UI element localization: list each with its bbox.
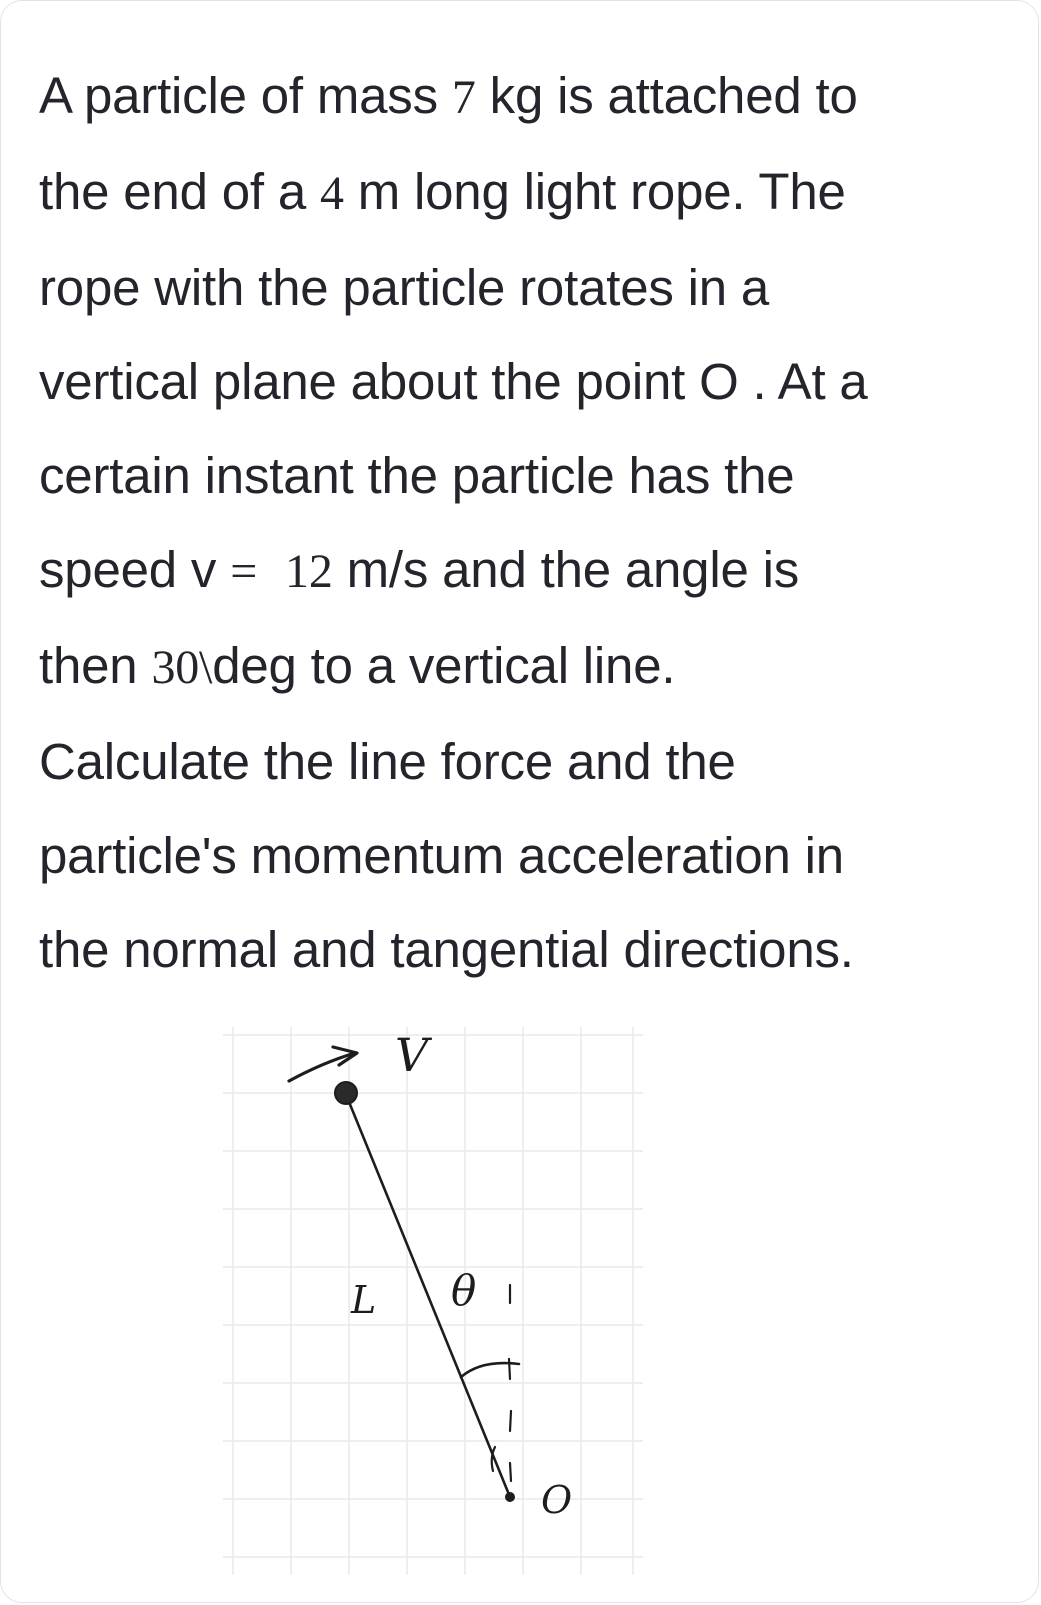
pendulum-sketch bbox=[223, 1027, 643, 1575]
pivot-label: O bbox=[541, 1478, 573, 1522]
problem-line-10: the normal and tangential directions. bbox=[39, 921, 854, 978]
problem-line-5: certain instant the particle has the bbox=[39, 447, 795, 504]
problem-line-8: Calculate the line force and the bbox=[39, 733, 736, 790]
problem-line-2: the end of a 4 m long light rope. The bbox=[39, 163, 846, 220]
problem-line-7: then 30\deg to a vertical line. bbox=[39, 637, 676, 694]
mass-value: 7 bbox=[451, 71, 476, 124]
particle-mass bbox=[335, 1082, 357, 1104]
problem-text bbox=[39, 49, 999, 997]
equals-sign: = bbox=[230, 545, 258, 598]
problem-line-4: vertical plane about the point O . At a bbox=[39, 353, 868, 410]
problem-line-1: A particle of mass 7 kg is attached to bbox=[39, 67, 858, 124]
pivot-point bbox=[505, 1492, 515, 1502]
length-value: 4 bbox=[319, 167, 344, 220]
pendulum-figure bbox=[223, 1027, 643, 1575]
velocity-arrow bbox=[289, 1053, 355, 1081]
velocity-label: V bbox=[395, 1028, 429, 1082]
angle-label: θ bbox=[451, 1266, 477, 1315]
graph-paper-grid bbox=[223, 1027, 643, 1575]
problem-line-6: speed v = 12 m/s and the angle is bbox=[39, 541, 800, 598]
problem-line-3: rope with the particle rotates in a bbox=[39, 259, 770, 316]
length-label: L bbox=[351, 1278, 377, 1322]
angle-value: 30\ bbox=[151, 641, 213, 694]
speed-value: 12 bbox=[285, 545, 333, 598]
problem-line-9: particle's momentum acceleration in bbox=[39, 827, 844, 884]
